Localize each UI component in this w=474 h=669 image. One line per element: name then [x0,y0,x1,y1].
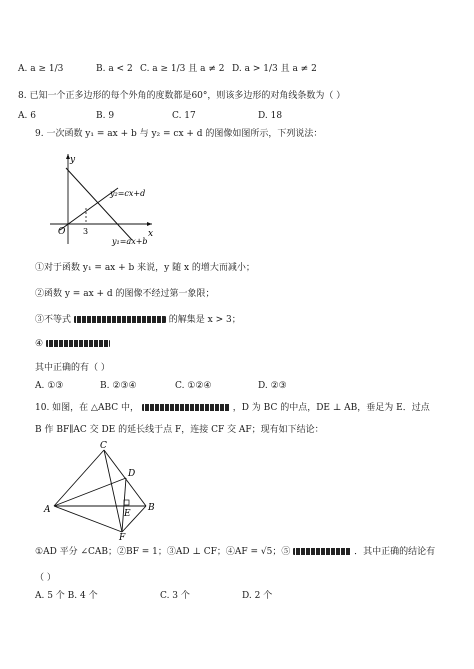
q10-conclusions-1: ①AD 平分 ∠CAB；②BF = 1；③AD ⊥ CF；④AF = √5；⑤ [35,547,291,557]
q10-text-1: 10. 如图，在 △ABC 中， [35,403,139,413]
q10-option-d: D. 2 个 [242,591,273,601]
label-d: D [128,469,136,479]
q9-option-b: B. ②③④ [100,381,137,391]
label-b: B [148,503,155,513]
x-axis-label: x [148,229,154,239]
q9-option-a: A. ①③ [35,381,64,391]
origin-label: O [58,227,66,237]
segment-ac [54,450,104,506]
q7-option-b: B. a < 2 [96,64,133,74]
garbled-formula [142,404,230,411]
label-f: F [119,533,126,540]
q9-statement-4-prefix: ④ [35,339,44,349]
label-a: A [44,505,51,515]
garbled-formula [74,316,166,323]
label-e: E [124,509,131,519]
q9-option-c: C. ①②④ [175,381,212,391]
q9-option-d: D. ②③ [258,381,287,391]
q10-question-line-2: B 作 BF∥AC 交 DE 的延长线于点 F，连接 CF 交 AF；现有如下结论： [35,425,324,435]
q10-triangle-figure [42,440,162,540]
q10-question-line-1 [35,402,430,414]
q10-answer-paren: （ ） [35,573,56,583]
tick-label-3: 3 [83,227,89,236]
q10-option-a-b: A. 5 个 B. 4 个 [35,591,98,601]
garbled-formula [46,340,110,347]
line-y2-label: y₂=cx+d [110,189,146,198]
q8-option-b: B. 9 [96,111,115,121]
q9-statement-4 [35,338,110,350]
q8-option-c: C. 17 [172,111,196,121]
q9-statement-3-suffix: 的解集是 x > 3； [168,315,241,325]
q9-prompt: 其中正确的有（ ） [35,363,110,373]
q9-question: 9. 一次函数 y₁ = ax + b 与 y₂ = cx + d 的图像如图所示，下列说法： [35,129,323,139]
q9-statement-1: ①对于函数 y₁ = ax + b 来说，y 随 x 的增大而减小； [35,263,255,273]
q9-statement-3 [35,314,241,326]
q8-question: 8. 已知一个正多边形的每个外角的度数都是60°，则该多边形的对角线条数为（ ） [18,91,346,101]
q10-conclusions-2: ．其中正确的结论有 [354,547,436,557]
line-y1-label: y₁=ax+b [112,237,148,246]
x-axis-arrow-icon [147,222,152,226]
q10-option-c: C. 3 个 [160,591,190,601]
segment-af [54,506,122,532]
garbled-formula [293,548,351,555]
q7-option-a: A. a ≥ 1/3 [18,64,64,74]
q10-conclusions [35,546,435,558]
q9-statement-2: ②函数 y = ax + d 的图像不经过第一象限； [35,289,215,299]
q8-option-a: A. 6 [18,111,36,121]
line-y1 [66,168,132,240]
label-c: C [100,441,107,451]
q7-option-d: D. a > 1/3 且 a ≠ 2 [232,64,317,74]
q10-text-1b: ，D 为 BC 的中点，DE ⊥ AB，垂足为 E．过点 [232,403,430,413]
q9-function-graph [40,148,160,250]
q9-statement-3-prefix: ③不等式 [35,315,72,325]
q7-option-c: C. a ≥ 1/3 且 a ≠ 2 [140,64,225,74]
q8-option-d: D. 18 [258,111,283,121]
y-axis-label: y [70,155,76,165]
